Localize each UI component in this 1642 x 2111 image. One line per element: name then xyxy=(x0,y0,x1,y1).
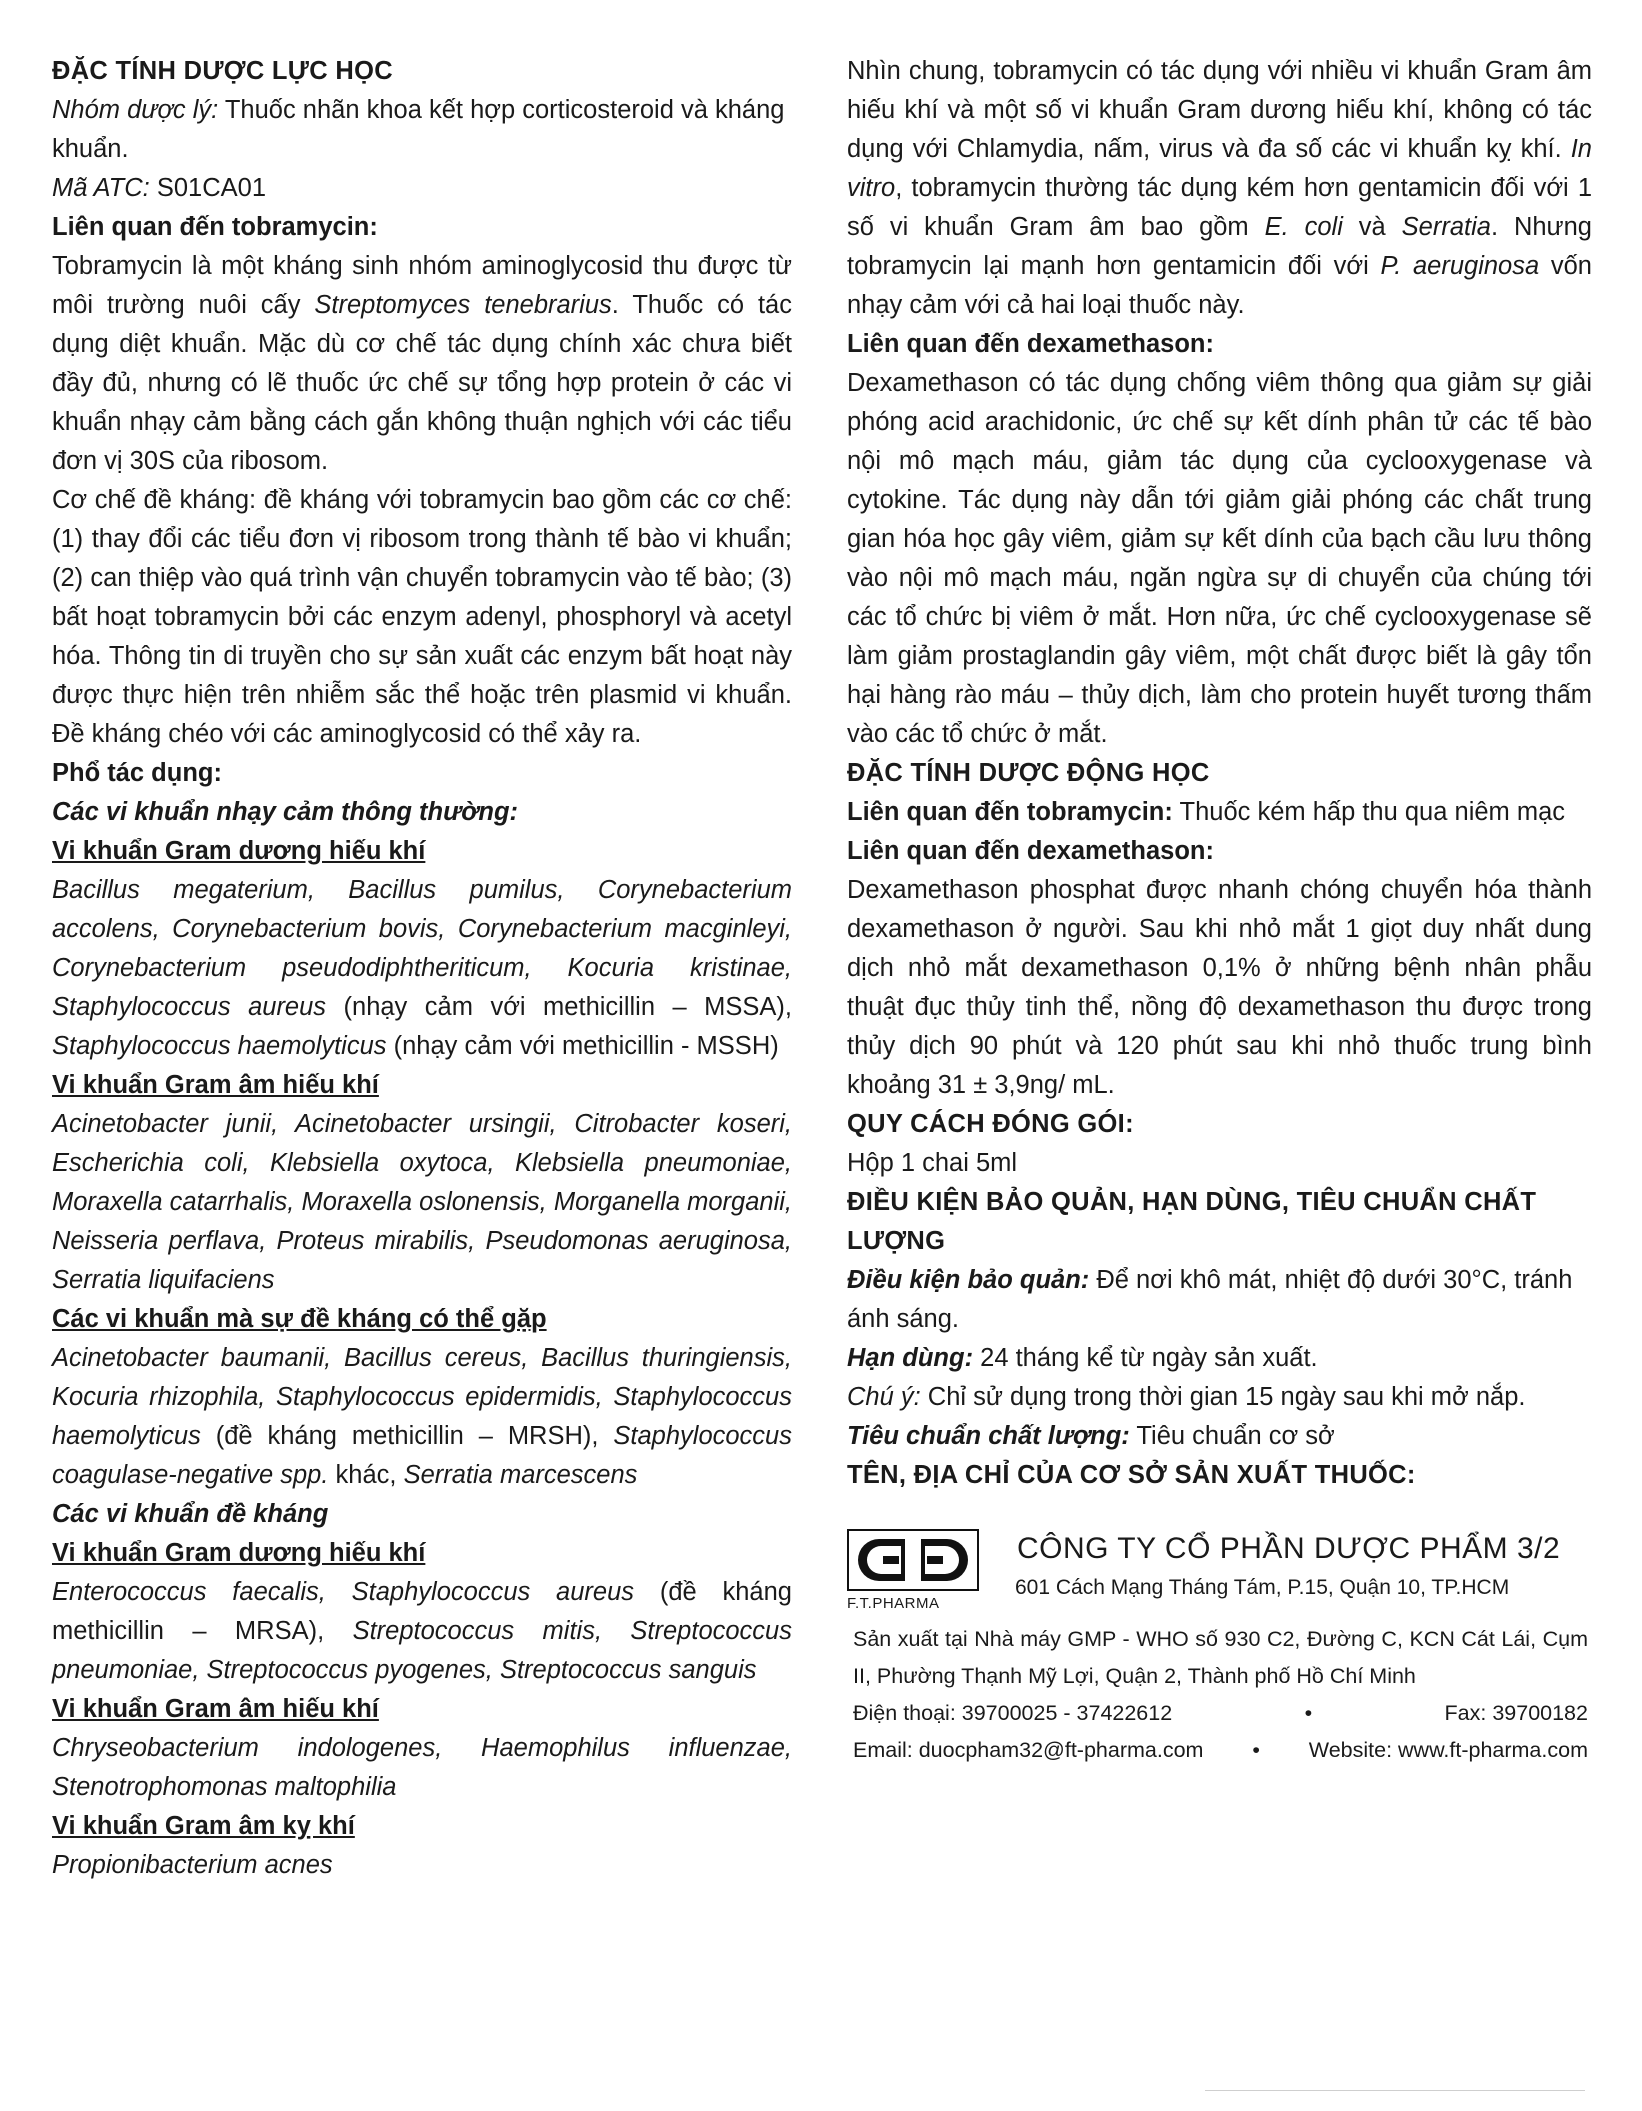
possible-resistance-heading: Các vi khuẩn mà sự đề kháng có thể gặp xyxy=(52,1305,547,1333)
phone-row xyxy=(853,1695,1588,1732)
right-column xyxy=(847,52,1592,1762)
tobramycin-paragraph xyxy=(52,247,792,481)
gram-negative-anaerobic-heading: Vi khuẩn Gram âm kỵ khí xyxy=(52,1812,355,1840)
group-text: Thuốc nhãn khoa kết hợp corticosteroid và kháng khuẩn. xyxy=(52,96,785,163)
species-name: Staphylococcus coagulase-negative spp. xyxy=(52,1422,792,1489)
gram-negative-aerobic-heading-2: Vi khuẩn Gram âm hiếu khí xyxy=(52,1695,379,1723)
text-run: Nhìn chung, tobramycin có tác dụng với nhiều vi khuẩn Gram âm hiếu khí và một số vi khuẩn Gram dương hiếu khí, không có tác dụng với Chlamydia, nấm, virus và đa số các vi khuẩn kỵ khí. xyxy=(847,57,1592,163)
text-run: . Thuốc có tác dụng diệt khuẩn. Mặc dù cơ chế tác dụng chính xác chưa biết đầy đủ, nhưng có lẽ thuốc ức chế sự tổng hợp protein ở các vi khuẩn nhạy cảm bằng cách gắn không thuận nghịch với các tiểu đơn vị 30S của ribosom. xyxy=(52,291,792,475)
atc-label: Mã ATC: xyxy=(52,174,150,202)
text-run: , tobramycin thường tác dụng kém hơn gentamicin đối với 1 số vi khuẩn Gram âm bao gồm xyxy=(847,174,1592,241)
in-vitro: In vitro xyxy=(847,135,1592,202)
text-run: Tobramycin là một kháng sinh nhóm aminoglycosid thu được từ môi trường nuôi cấy xyxy=(52,252,792,319)
gram-negative-aerobic-heading: Vi khuẩn Gram âm hiếu khí xyxy=(52,1071,379,1099)
anaerobic-list: Propionibacterium acnes xyxy=(52,1851,333,1879)
text-run: Chỉ sử dụng trong thời gian 15 ngày sau khi mở nắp. xyxy=(920,1383,1526,1411)
note xyxy=(847,1378,1592,1417)
note-label: Chú ý: xyxy=(847,1383,921,1411)
species-name: Streptomyces tenebrarius xyxy=(314,291,612,319)
text-run: (nhạy cảm với methicillin – MSSA), xyxy=(326,993,792,1021)
quality-standard xyxy=(847,1417,1592,1456)
standard-label: Tiêu chuẩn chất lượng: xyxy=(847,1422,1130,1450)
atc-code xyxy=(52,169,792,208)
species-list: Streptococcus mitis, Streptococcus pneumoniae, Streptococcus pyogenes, Streptococcus sanguis xyxy=(52,1617,792,1684)
website: Website: www.ft-pharma.com xyxy=(1308,1738,1588,1762)
email: Email: duocpham32@ft-pharma.com xyxy=(853,1738,1204,1762)
resistant-heading: Các vi khuẩn đề kháng xyxy=(52,1500,329,1528)
company-name: CÔNG TY CỔ PHẦN DƯỢC PHẨM 3/2 xyxy=(1017,1532,1561,1565)
storage-heading: ĐIỀU KIỆN BẢO QUẢN, HẠN DÙNG, TIÊU CHUẨN CHẤT LƯỢNG xyxy=(847,1188,1537,1255)
text-run: Để nơi khô mát, nhiệt độ dưới 30°C, tránh ánh sáng. xyxy=(847,1266,1573,1333)
expiry xyxy=(847,1339,1592,1378)
text-run: (đề kháng methicillin – MRSA), xyxy=(52,1578,792,1645)
gram-positive-aerobic-heading-2: Vi khuẩn Gram dương hiếu khí xyxy=(52,1539,426,1567)
text-run: . Nhưng tobramycin lại mạnh hơn gentamicin đối với xyxy=(847,213,1592,280)
pk-tobramycin xyxy=(847,793,1592,832)
dexamethasone-paragraph: Dexamethason có tác dụng chống viêm thông qua giảm sự giải phóng acid arachidonic, ức chế sự kết dính phân tử các tế bào nội mô mạch máu, giảm tác dụng của cyclooxygenase và cytokine. Tác dụng này dẫn tới giảm giải phóng các chất trung gian hóa học gây viêm, giảm sự kết dính của bạch cầu lưu thông vào nội mô mạch máu, ngăn ngừa sự di chuyển của chúng tới các tổ chức bị viêm ở mắt. Hơn nữa, ức chế cyclooxygenase sẽ làm giảm prostaglandin gây viêm, một chất được biết là gây tổn hại hàng rào máu – thủy dịch, làm cho protein huyết tương thấm vào các tổ chức ở mắt. xyxy=(847,369,1592,748)
text-run: Tiêu chuẩn cơ sở xyxy=(1129,1422,1335,1450)
storage-conditions xyxy=(847,1261,1592,1339)
text-run: 24 tháng kể từ ngày sản xuất. xyxy=(973,1344,1318,1372)
left-column xyxy=(52,52,792,1885)
text-run: khác, xyxy=(328,1461,404,1489)
bullet: • xyxy=(1304,1701,1313,1725)
gram-positive-resistant-list xyxy=(52,1573,792,1690)
web-row xyxy=(853,1732,1588,1769)
text-run: Thuốc kém hấp thu qua niêm mạc xyxy=(1172,798,1566,826)
fax: Fax: 39700182 xyxy=(1444,1701,1588,1725)
text-run: (nhạy cảm với methicillin - MSSH) xyxy=(386,1032,779,1060)
company-block xyxy=(847,1529,1592,1762)
bullet: • xyxy=(1252,1738,1260,1762)
pharmacological-group xyxy=(52,91,792,169)
pharmacokinetics-heading: ĐẶC TÍNH DƯỢC ĐỘNG HỌC xyxy=(847,759,1210,787)
packaging-heading: QUY CÁCH ĐÓNG GÓI: xyxy=(847,1110,1134,1138)
gram-positive-aerobic-heading: Vi khuẩn Gram dương hiếu khí xyxy=(52,837,426,865)
text-run: (đề kháng methicillin – MRSH), xyxy=(200,1422,614,1450)
text-run: và xyxy=(1342,213,1402,241)
gram-negative-resistant-list: Chryseobacterium indologenes, Haemophilus influenzae, Stenotrophomonas maltophilia xyxy=(52,1734,792,1801)
possible-resistance-list xyxy=(52,1339,792,1495)
gram-negative-list: Acinetobacter junii, Acinetobacter ursingii, Citrobacter koseri, Escherichia coli, Klebsiella oxytoca, Klebsiella pneumoniae, Moraxella catarrhalis, Moraxella oslonensis, Morganella morganii, Neisseria perflava, Proteus mirabilis, Pseudomonas aeruginosa, Serratia liquifaciens xyxy=(52,1110,792,1294)
manufacturer-heading: TÊN, ĐỊA CHỈ CỦA CƠ SỞ SẢN XUẤT THUỐC: xyxy=(847,1461,1416,1489)
pharmacodynamics-heading: ĐẶC TÍNH DƯỢC LỰC HỌC xyxy=(52,57,393,85)
gram-positive-list xyxy=(52,871,792,1066)
company-contact xyxy=(853,1621,1588,1769)
species-list: Acinetobacter baumanii, Bacillus cereus, Bacillus thuringiensis, Kocuria rhizophila, Staphylococcus epidermidis, Staphylococcus haemolyticus xyxy=(52,1344,792,1450)
scan-edge-line xyxy=(1205,2090,1585,2091)
spectrum-summary-paragraph xyxy=(847,52,1592,325)
species-list: Bacillus megaterium, Bacillus pumilus, Corynebacterium accolens, Corynebacterium bovis, Corynebacterium macginleyi, Corynebacterium pseudodiphtheriticum, Kocuria kristinae, Staphylococcus aureus xyxy=(52,876,792,1021)
text-run: vốn nhạy cảm với cả hai loại thuốc này. xyxy=(847,252,1592,319)
dexamethasone-heading: Liên quan đến dexamethason: xyxy=(847,330,1214,358)
spectrum-heading: Phổ tác dụng: xyxy=(52,759,222,787)
pk-dexamethasone-heading: Liên quan đến dexamethason: xyxy=(847,837,1214,865)
atc-value: S01CA01 xyxy=(149,174,267,202)
phone: Điện thoại: 39700025 - 37422612 xyxy=(853,1701,1173,1725)
pk-dexamethasone-paragraph: Dexamethason phosphat được nhanh chóng chuyển hóa thành dexamethason ở người. Sau khi nhỏ mắt 1 giọt duy nhất dung dịch nhỏ mắt dexamethason 0,1% ở những bệnh nhân phẫu thuật đục thủy tinh thể, nồng độ dexamethason thu được trong thủy dịch 90 phút và 120 phút sau khi nhỏ thuốc trung bình khoảng 31 ± 3,9ng/ mL. xyxy=(847,876,1592,1099)
species-name: Serratia marcescens xyxy=(403,1461,638,1489)
species-name: E. coli xyxy=(1264,213,1343,241)
group-label: Nhóm dược lý: xyxy=(52,96,219,124)
pk-tobramycin-label: Liên quan đến tobramycin: xyxy=(847,798,1173,826)
species-name: Serratia xyxy=(1401,213,1491,241)
company-address: 601 Cách Mạng Tháng Tám, P.15, Quận 10, TP.HCM xyxy=(1015,1576,1510,1599)
resistance-paragraph: Cơ chế đề kháng: đề kháng với tobramycin bao gồm các cơ chế: (1) thay đổi các tiểu đơn vị ribosom trong thành tế bào vi khuẩn; (2) can thiệp vào quá trình vận chuyển tobramycin vào tế bào; (3) bất hoạt tobramycin bởi các enzym adenyl, phosphoryl và acetyl hóa. Thông tin di truyền cho sự sản xuất các enzym bất hoạt này được thực hiện trên nhiễm sắc thể hoặc trên plasmid vi khuẩn. Đề kháng chéo với các aminoglycosid có thể xảy ra. xyxy=(52,486,792,748)
factory-address: Sản xuất tại Nhà máy GMP - WHO số 930 C2, Đường C, KCN Cát Lái, Cụm II, Phường Thạnh Mỹ Lợi, Quận 2, Thành phố Hồ Chí Minh xyxy=(853,1627,1588,1688)
species-name: P. aeruginosa xyxy=(1380,252,1540,280)
species-name: Staphylococcus haemolyticus xyxy=(52,1032,387,1060)
species-list: Enterococcus faecalis, Staphylococcus aureus xyxy=(52,1578,635,1606)
tobramycin-heading: Liên quan đến tobramycin: xyxy=(52,213,378,241)
logo-caption: F.T.PHARMA xyxy=(847,1595,940,1612)
storage-label: Điều kiện bảo quản: xyxy=(847,1266,1090,1294)
logo-mark-icon xyxy=(847,1529,979,1591)
expiry-label: Hạn dùng: xyxy=(847,1344,974,1372)
ft-pharma-logo xyxy=(847,1529,987,1613)
sensitive-heading: Các vi khuẩn nhạy cảm thông thường: xyxy=(52,798,519,826)
packaging-text: Hộp 1 chai 5ml xyxy=(847,1149,1018,1177)
